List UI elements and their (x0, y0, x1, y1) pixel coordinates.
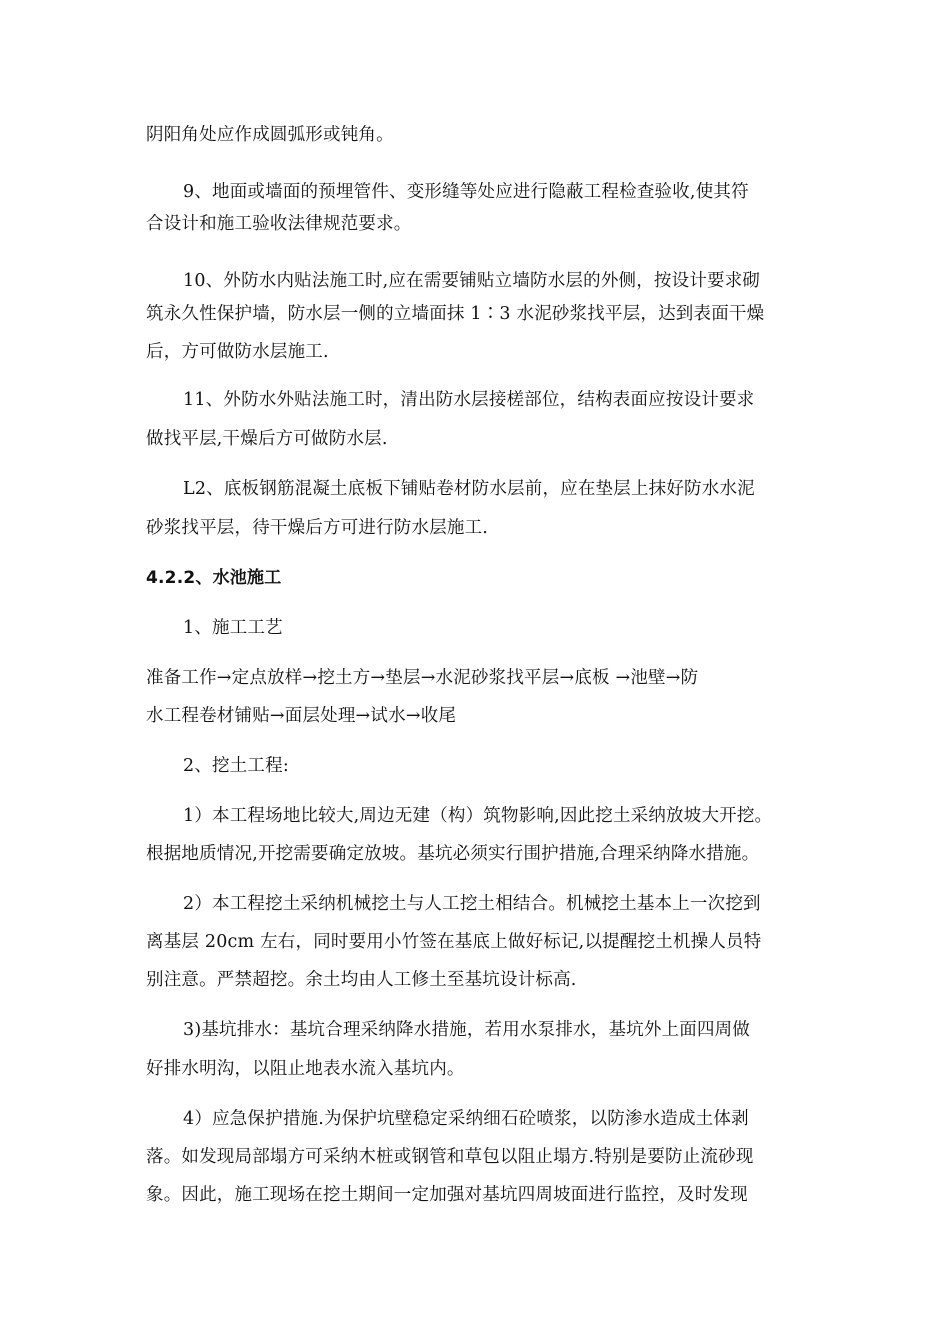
paragraph-10-line-3: 后，方可做防水层施工. (146, 342, 329, 362)
subheading-earthwork: 2、挖土工程: (183, 756, 289, 776)
earthwork-item-4-line-1: 4）应急保护措施.为保护坑壁稳定采纳细石砼喷浆，以防渗水造成土体剥 (183, 1109, 749, 1129)
paragraph-12-line-2: 砂浆找平层，待干燥后方可进行防水层施工. (146, 518, 489, 538)
paragraph-11-line-1: 11、外防水外贴法施工时，清出防水层接槎部位，结构表面应按设计要求 (183, 390, 755, 410)
section-heading: 4.2.2、水池施工 (146, 568, 282, 588)
paragraph-9-line-2: 合设计和施工验收法律规范要求。 (146, 214, 412, 234)
paragraph-9-line-1: 9、地面或墙面的预埋管件、变形缝等处应进行隐蔽工程检查验收,使其符 (183, 182, 749, 202)
paragraph-10-line-1: 10、外防水内贴法施工时,应在需要铺贴立墙防水层的外侧，按设计要求砌 (183, 271, 761, 291)
paragraph-12-line-1: L2、底板钢筋混凝土底板下铺贴卷材防水层前，应在垫层上抹好防水水泥 (183, 479, 755, 499)
process-flow-line-1: 准备工作→定点放样→挖土方→垫层→水泥砂浆找平层→底板 →池壁→防 (146, 668, 699, 688)
earthwork-item-3-line-1: 3)基坑排水：基坑合理采纳降水措施，若用水泵排水，基坑外上面四周做 (183, 1020, 751, 1040)
subheading-construction-process: 1、施工工艺 (183, 618, 283, 638)
paragraph-10-line-2: 筑永久性保护墙，防水层一侧的立墙面抹 1∶3 水泥砂浆找平层，达到表面干燥 (146, 304, 765, 324)
earthwork-item-1-line-1: 1）本工程场地比较大,周边无建（构）筑物影响,因此挖土采纳放坡大开挖。 (183, 806, 773, 826)
text-line: 阴阳角处应作成圆弧形或钝角。 (146, 125, 394, 145)
process-flow-line-2: 水工程卷材铺贴→面层处理→试水→收尾 (146, 706, 457, 726)
earthwork-item-2-line-2: 离基层 20cm 左右，同时要用小竹签在基底上做好标记,以提醒挖土机操人员特 (146, 932, 762, 952)
earthwork-item-1-line-2: 根据地质情况,开挖需要确定放坡。基坑必须实行围护措施,合理采纳降水措施。 (146, 844, 760, 864)
earthwork-item-4-line-2: 落。如发现局部塌方可采纳木桩或钢管和草包以阻止塌方.特别是要防止流砂现 (146, 1147, 754, 1167)
paragraph-11-line-2: 做找平层,干燥后方可做防水层. (146, 429, 388, 449)
earthwork-item-4-line-3: 象。因此，施工现场在挖土期间一定加强对基坑四周坡面进行监控，及时发现 (146, 1185, 748, 1205)
earthwork-item-2-line-1: 2）本工程挖土采纳机械挖土与人工挖土相结合。机械挖土基本上一次挖到 (183, 894, 761, 914)
earthwork-item-2-line-3: 别注意。严禁超挖。余土均由人工修土至基坑设计标高. (146, 970, 577, 990)
earthwork-item-3-line-2: 好排水明沟，以阻止地表水流入基坑内。 (146, 1059, 465, 1079)
